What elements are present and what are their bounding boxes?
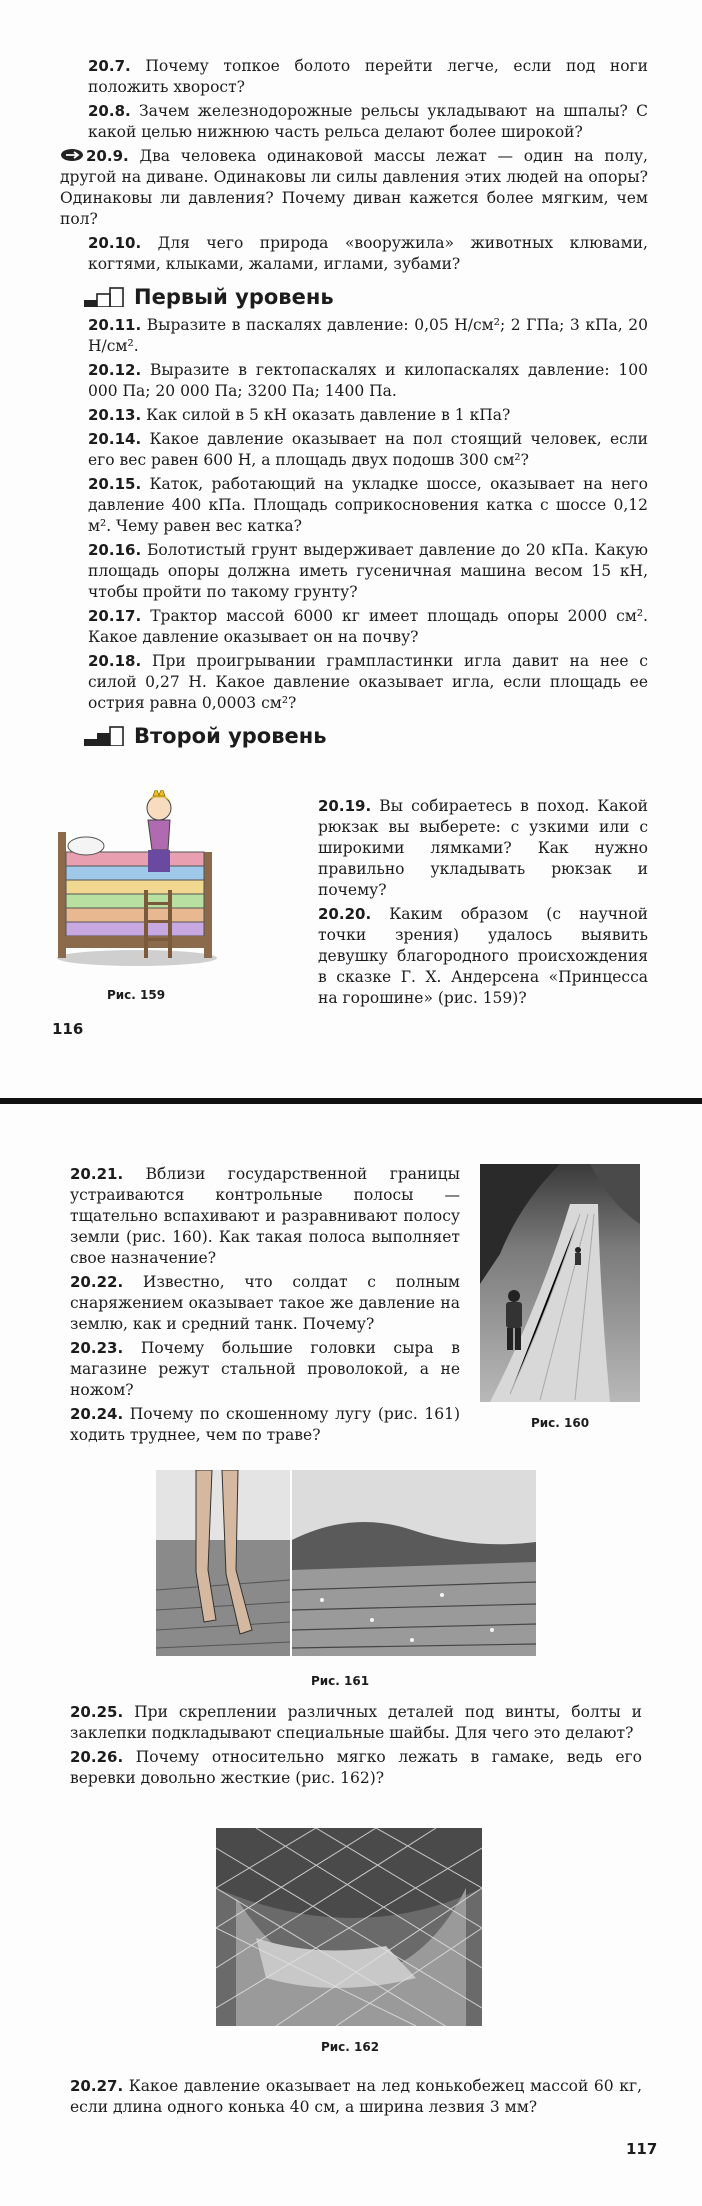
task-text: Почему относительно мягко лежать в гамаке, ведь его веревки довольно жесткие (рис. 162)? <box>70 1748 642 1787</box>
task-20-19 <box>318 796 648 901</box>
task-text: Вблизи государственной границы устраиваются контрольные полосы — тщательно вспахивают и разравнивают полосу земли (рис. 160). Как такая полоса выполняет свое назначение? <box>70 1165 460 1267</box>
task-20-16 <box>88 540 648 603</box>
task-20-11 <box>88 315 648 357</box>
task-number: 20.13. <box>88 406 142 424</box>
task-text: Трактор массой 6000 кг имеет площадь опоры 2000 см². Какое давление оказывает он на почву? <box>88 607 648 646</box>
task-text: Для чего природа «вооружила» животных клювами, когтями, клыками, жалами, иглами, зубами? <box>88 234 648 273</box>
hammock-photo <box>216 1828 482 2026</box>
task-20-21 <box>70 1164 460 1269</box>
task-20-26 <box>70 1747 642 1789</box>
task-text: Почему топкое болото перейти легче, если под ноги положить хворост? <box>88 57 648 96</box>
task-20-14 <box>88 429 648 471</box>
task-text: Выразите в гектопаскалях и килопаскалях давление: 100 000 Па; 20 000 Па; 3200 Па; 1400 Па. <box>88 361 648 400</box>
task-number: 20.22. <box>70 1273 124 1291</box>
task-20-9 <box>60 146 648 230</box>
page-number: 117 <box>626 2140 658 2158</box>
task-20-7 <box>88 56 648 98</box>
stairs-level-icon <box>84 287 124 307</box>
tasks-block-1 <box>70 1164 460 1449</box>
task-number: 20.18. <box>88 652 142 670</box>
task-number: 20.12. <box>88 361 142 379</box>
task-20-22 <box>70 1272 460 1335</box>
task-number: 20.15. <box>88 475 142 493</box>
task-text: Вы собираетесь в поход. Какой рюкзак вы выберете: с узкими или с широкими лямками? Как нужно правильно укладывать рюкзак и почему? <box>318 797 648 899</box>
task-number: 20.17. <box>88 607 142 625</box>
pointing-hand-icon <box>60 148 84 162</box>
task-text: Два человека одинаковой массы лежат — один на полу, другой на диване. Одинаковы ли силы давления этих людей на опоры? Одинаковы ли давления? Почему диван кажется более мягким, чем пол? <box>60 147 648 228</box>
task-number: 20.8. <box>88 102 131 120</box>
task-20-23 <box>70 1338 460 1401</box>
task-20-8 <box>88 101 648 143</box>
task-number: 20.23. <box>70 1339 124 1357</box>
task-text: Известно, что солдат с полным снаряжением оказывает такое же давление на землю, как и средний танк. Почему? <box>70 1273 460 1333</box>
task-text: Почему большие головки сыра в магазине режут стальной проволокой, а не ножом? <box>70 1339 460 1399</box>
task-number: 20.24. <box>70 1405 124 1423</box>
page-116 <box>0 0 702 1098</box>
stairs-level-icon <box>84 726 124 746</box>
task-number: 20.16. <box>88 541 142 559</box>
task-text: Какое давление оказывает на лед конькобежец массой 60 кг, если длина одного конька 40 см, а ширина лезвия 3 мм? <box>70 2077 642 2116</box>
task-20-10 <box>88 233 648 275</box>
tasks-block-2 <box>70 1702 642 1792</box>
task-number: 20.19. <box>318 797 372 815</box>
section-title: Первый уровень <box>134 285 334 309</box>
bare-feet-on-mowed-meadow-photo <box>156 1470 290 1656</box>
task-text: Как силой в 5 кН оказать давление в 1 кПа? <box>146 406 511 424</box>
tasks-block-1 <box>60 56 648 754</box>
task-number: 20.21. <box>70 1165 124 1183</box>
task-20-13 <box>88 405 648 426</box>
figure-caption-161: Рис. 161 <box>310 1674 370 1688</box>
task-number: 20.7. <box>88 57 131 75</box>
task-number: 20.25. <box>70 1703 124 1721</box>
task-number: 20.26. <box>70 1748 124 1766</box>
task-text: При скреплении различных деталей под винты, болты и заклепки подкладывают специальные шайбы. Для чего это делают? <box>70 1703 642 1742</box>
task-text: При проигрывании грампластинки игла давит на нее с силой 0,27 Н. Какое давление оказывает игла, если площадь ее острия равна 0,0003 см²? <box>88 652 648 712</box>
task-20-27 <box>70 2076 642 2118</box>
task-20-20 <box>318 904 648 1009</box>
task-20-17 <box>88 606 648 648</box>
task-text: Почему по скошенному лугу (рис. 161) ходить труднее, чем по траве? <box>70 1405 460 1444</box>
page-number: 116 <box>52 1020 84 1038</box>
task-20-15 <box>88 474 648 537</box>
section-title: Второй уровень <box>134 724 327 748</box>
task-number: 20.20. <box>318 905 372 923</box>
tasks-block-3 <box>70 2076 642 2121</box>
task-text: Каток, работающий на укладке шоссе, оказывает на него давление 400 кПа. Площадь соприкосновения катка с шоссе 0,12 м². Чему равен вес катка? <box>88 475 648 535</box>
figure-caption-160: Рис. 160 <box>530 1416 590 1430</box>
task-number: 20.9. <box>86 147 129 165</box>
page-117 <box>0 1104 702 2206</box>
task-text: Болотистый грунт выдерживает давление до 20 кПа. Какую площадь опоры должна иметь гусеничная машина весом 15 кН, чтобы пройти по такому грунту? <box>88 541 648 601</box>
task-number: 20.11. <box>88 316 142 334</box>
figure-caption-162: Рис. 162 <box>320 2040 380 2054</box>
section-heading-level-1 <box>84 285 648 309</box>
section-heading-level-2 <box>84 724 648 748</box>
mowed-meadow-landscape-photo <box>292 1470 536 1656</box>
task-20-25 <box>70 1702 642 1744</box>
task-number: 20.14. <box>88 430 142 448</box>
task-text: Выразите в паскалях давление: 0,05 Н/см²; 2 ГПа; 3 кПа, 20 Н/см². <box>88 316 648 355</box>
task-text: Зачем железнодорожные рельсы укладывают на шпалы? С какой целью нижнюю часть рельса делают более широкой? <box>88 102 648 141</box>
task-text: Какое давление оказывает на пол стоящий человек, если его вес равен 600 Н, а площадь двух подошв 300 см²? <box>88 430 648 469</box>
tasks-block-level2 <box>318 796 648 1012</box>
figure-caption-159: Рис. 159 <box>106 988 166 1002</box>
task-number: 20.10. <box>88 234 142 252</box>
princess-on-pea-illustration <box>52 790 222 968</box>
task-20-18 <box>88 651 648 714</box>
task-20-24 <box>70 1404 460 1446</box>
border-control-strip-photo <box>480 1164 640 1402</box>
task-number: 20.27. <box>70 2077 124 2095</box>
task-20-12 <box>88 360 648 402</box>
task-text: Каким образом (с научной точки зрения) удалось выявить девушку благородного происхождения в сказке Г. Х. Андерсена «Принцесса на горошине» (рис. 159)? <box>318 905 649 1007</box>
